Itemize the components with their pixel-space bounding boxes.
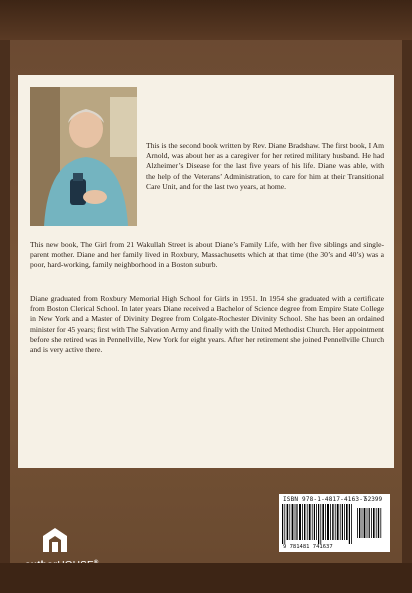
book-description-paragraph: This new book, The Girl from 21 Wakullah Street is about Diane’s Family Life, with her five siblings and single-parent mother. Diane and her family lived in Roxbury, Massachusetts which at that time (the 30’s and 40’s) was a poor, hard-working, family neighborhood in a Boston suburb. [30, 240, 384, 270]
author-photo [30, 87, 137, 226]
biography-paragraph: Diane graduated from Roxbury Memorial High School for Girls in 1951. In 1954 she graduated with a certificate from Boston Clerical School. In later years Diane received a Bachelor of Science degree from Empire State College in New York and a Master of Divinity Degree from Colgate-Rochester Divinity School. She has been an ordained minister for 45 years; first with The Salvation Army and finally with the United Methodist Church. Her appointment before she retired was in Pennellville, New York for eight years. After her retirement she joined Pennellville Church and is very active there. [30, 294, 384, 355]
bottom-band [0, 563, 412, 593]
isbn-number: ISBN 978-1-4817-4163-7 [283, 496, 367, 503]
price-code: 52399 [364, 496, 383, 503]
author-photo-illustration [30, 87, 137, 226]
barcode-icon [282, 504, 386, 544]
barcode-number: 9 781481 741637 [283, 544, 333, 550]
top-band [0, 0, 412, 40]
publisher-logo-icon [40, 526, 70, 556]
intro-paragraph: This is the second book written by Rev. Diane Bradshaw. The first book, I Am Arnold, was about her as a caregiver for her retired military husband. He had Alzheimer’s Disease for the last five years of his life. Diane was able, with the help of the Veterans’ Administration, to care for him at their Transitional Care Unit, and for the last two years, at home. [146, 141, 384, 191]
